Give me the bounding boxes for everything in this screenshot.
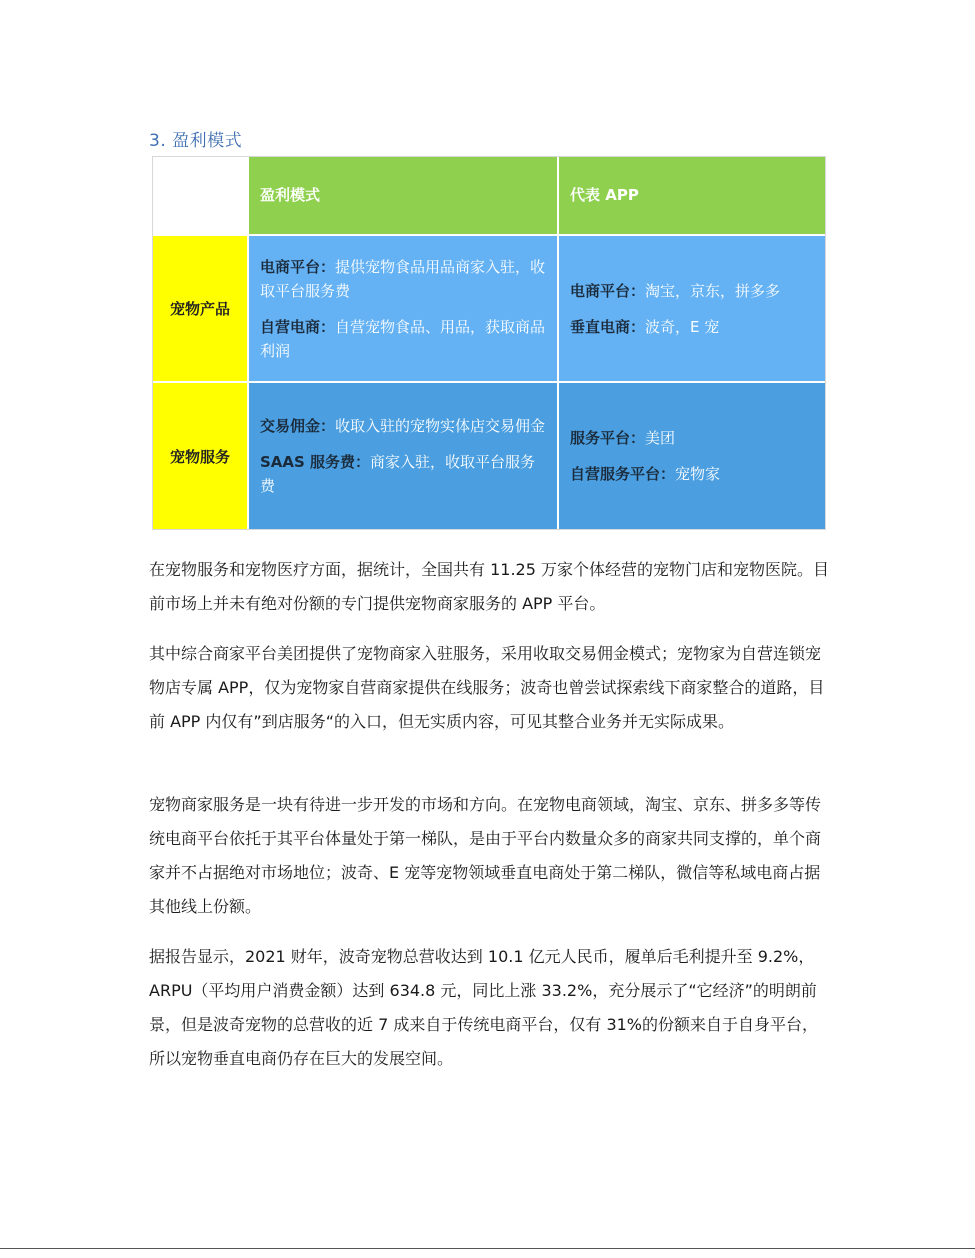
model-item [260,315,547,363]
model-item [260,450,547,498]
model-text: 自营宠物食品、用品，获取商品利润 [260,317,546,360]
table-corner-cell [153,157,247,234]
app-text: 淘宝，京东，拼多多 [645,281,781,300]
app-item [570,462,815,486]
app-text: 宠物家 [675,465,721,483]
model-item [260,255,547,303]
row-label-pet-services: 宠物服务 [153,383,247,529]
app-label: 垂直电商： [570,317,646,336]
pet-services-models-cell [249,383,557,529]
model-text: 收取入驻的宠物实体店交易佣金 [335,417,546,435]
pet-products-apps-cell [559,236,825,381]
model-label: 自营电商： [260,317,336,336]
pet-products-models-cell [249,236,557,381]
app-label: 电商平台： [570,281,646,300]
pet-services-apps-cell [559,383,825,529]
app-item [570,426,815,450]
model-text: 提供宠物食品用品商家入驻，收取平台服务费 [260,257,546,300]
header-representative-app: 代表 APP [559,157,825,234]
app-text: 美团 [645,429,676,447]
app-label: 自营服务平台： [570,465,676,483]
body-paragraph-4: 据报告显示，2021 财年，波奇宠物总营收达到 10.1 亿元人民币，履单后毛利提升至 9.2%，ARPU（平均用户消费金额）达到 634.8 元，同比上涨 33.2%，充分展示了“它经济”的明朗前景，但是波奇宠物的总营收的近 7 成来自于传统电商平台，仅有 31%的份额来自于自身平台，所以宠物垂直电商仍存在巨大的发展空间。 [149,947,819,1068]
body-paragraph-1: 在宠物服务和宠物医疗方面，据统计，全国共有 11.25 万家个体经营的宠物门店和宠物医院。目前市场上并未有绝对份额的专门提供宠物商家服务的 APP 平台。 [149,560,829,613]
header-profit-model: 盈利模式 [249,157,557,234]
profit-model-table [152,156,826,530]
app-item [570,315,815,339]
model-text: 商家入驻，收取平台服务费 [260,453,536,495]
section-heading: 3. 盈利模式 [149,131,243,151]
model-label: 交易佣金： [260,417,336,435]
footer-divider [0,1248,975,1249]
app-label: 服务平台： [570,429,646,447]
model-label: 电商平台： [260,257,336,276]
body-paragraph-3: 宠物商家服务是一块有待进一步开发的市场和方向。在宠物电商领域，淘宝、京东、拼多多等传统电商平台依托于其平台体量处于第一梯队，是由于平台内数量众多的商家共同支撑的，单个商家并不占据绝对市场地位；波奇、E 宠等宠物领域垂直电商处于第二梯队，微信等私域电商占据其他线上份额。 [149,795,822,916]
model-item [260,414,547,438]
app-item [570,279,815,303]
row-label-pet-products: 宠物产品 [153,236,247,381]
app-text: 波奇，E 宠 [645,317,720,336]
body-paragraph-2: 其中综合商家平台美团提供了宠物商家入驻服务，采用收取交易佣金模式；宠物家为自营连锁宠物店专属 APP，仅为宠物家自营商家提供在线服务；波奇也曾尝试探索线下商家整合的道路，目前 APP 内仅有”到店服务“的入口，但无实质内容，可见其整合业务并无实际成果。 [149,644,825,731]
model-label: SAAS 服务费： [260,453,371,471]
